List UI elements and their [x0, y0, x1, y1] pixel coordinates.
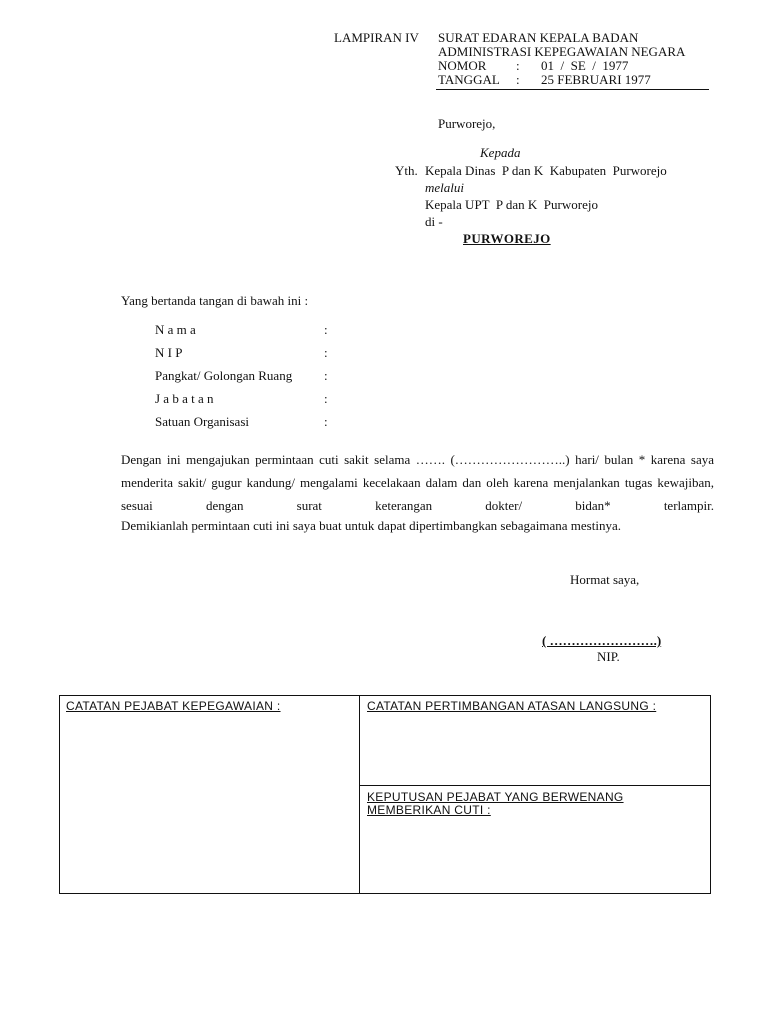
field-label-satuan: Satuan Organisasi [155, 414, 249, 429]
field-colon: : [324, 322, 328, 337]
yth-label: Yth. [395, 163, 418, 178]
field-colon: : [324, 414, 328, 429]
nomor-colon: : [516, 58, 520, 73]
kepada-label: Kepada [480, 145, 521, 160]
place-date: Purworejo, [438, 116, 496, 131]
header-divider [436, 89, 709, 90]
via-recipient: Kepala UPT P dan K Purworejo [425, 197, 598, 212]
recipient: Kepala Dinas P dan K Kabupaten Purworejo [425, 163, 667, 178]
melalui-label: melalui [425, 180, 464, 195]
nomor-label: NOMOR [438, 58, 487, 73]
intro-text: Yang bertanda tangan di bawah ini : [121, 293, 309, 308]
regards-text: Hormat saya, [570, 572, 640, 587]
field-label-jabatan: J a b a t a n [155, 391, 214, 406]
notes-table-divider [359, 695, 360, 893]
field-label-pangkat: Pangkat/ Golongan Ruang [155, 368, 293, 383]
field-colon: : [324, 345, 328, 360]
nomor-value: 01 / SE / 1977 [541, 58, 629, 73]
catatan-kepegawaian-heading: CATATAN PEJABAT KEPEGAWAIAN : [66, 699, 281, 713]
header-title-line1: SURAT EDARAN KEPALA BADAN [438, 30, 639, 45]
field-colon: : [324, 391, 328, 406]
city-name: PURWOREJO [463, 231, 551, 246]
tanggal-label: TANGGAL [438, 72, 500, 87]
di-label: di - [425, 214, 443, 229]
tanggal-value: 25 FEBRUARI 1977 [541, 72, 651, 87]
lampiran-label: LAMPIRAN IV [334, 30, 419, 45]
closing-sentence: Demikianlah permintaan cuti ini saya buat untuk dapat dipertimbangkan sebagaimana mestinya. [121, 518, 621, 533]
field-label-nip: N I P [155, 345, 183, 360]
keputusan-heading-line2: MEMBERIKAN CUTI : [367, 803, 491, 817]
field-colon: : [324, 368, 328, 383]
field-label-nama: N a m a [155, 322, 196, 337]
signature-nip: NIP. [597, 649, 620, 664]
header-title-line2: ADMINISTRASI KEPEGAWAIAN NEGARA [438, 44, 686, 59]
request-paragraph: Dengan ini mengajukan permintaan cuti sakit selama ……. (……………………..) hari/ bulan * karena saya menderita sakit/ gugur kandung/ mengalami kecelakaan dalam dan oleh karena menjalankan tugas kewajiban, sesuai dengan surat keterangan dokter/ bidan* terlampir. [121, 452, 714, 513]
notes-table-row-divider [359, 785, 710, 786]
tanggal-colon: : [516, 72, 520, 87]
keputusan-heading-line1: KEPUTUSAN PEJABAT YANG BERWENANG [367, 790, 624, 804]
signature-name-placeholder: ( …………………….) [542, 633, 662, 648]
catatan-atasan-heading: CATATAN PERTIMBANGAN ATASAN LANGSUNG : [367, 699, 657, 713]
